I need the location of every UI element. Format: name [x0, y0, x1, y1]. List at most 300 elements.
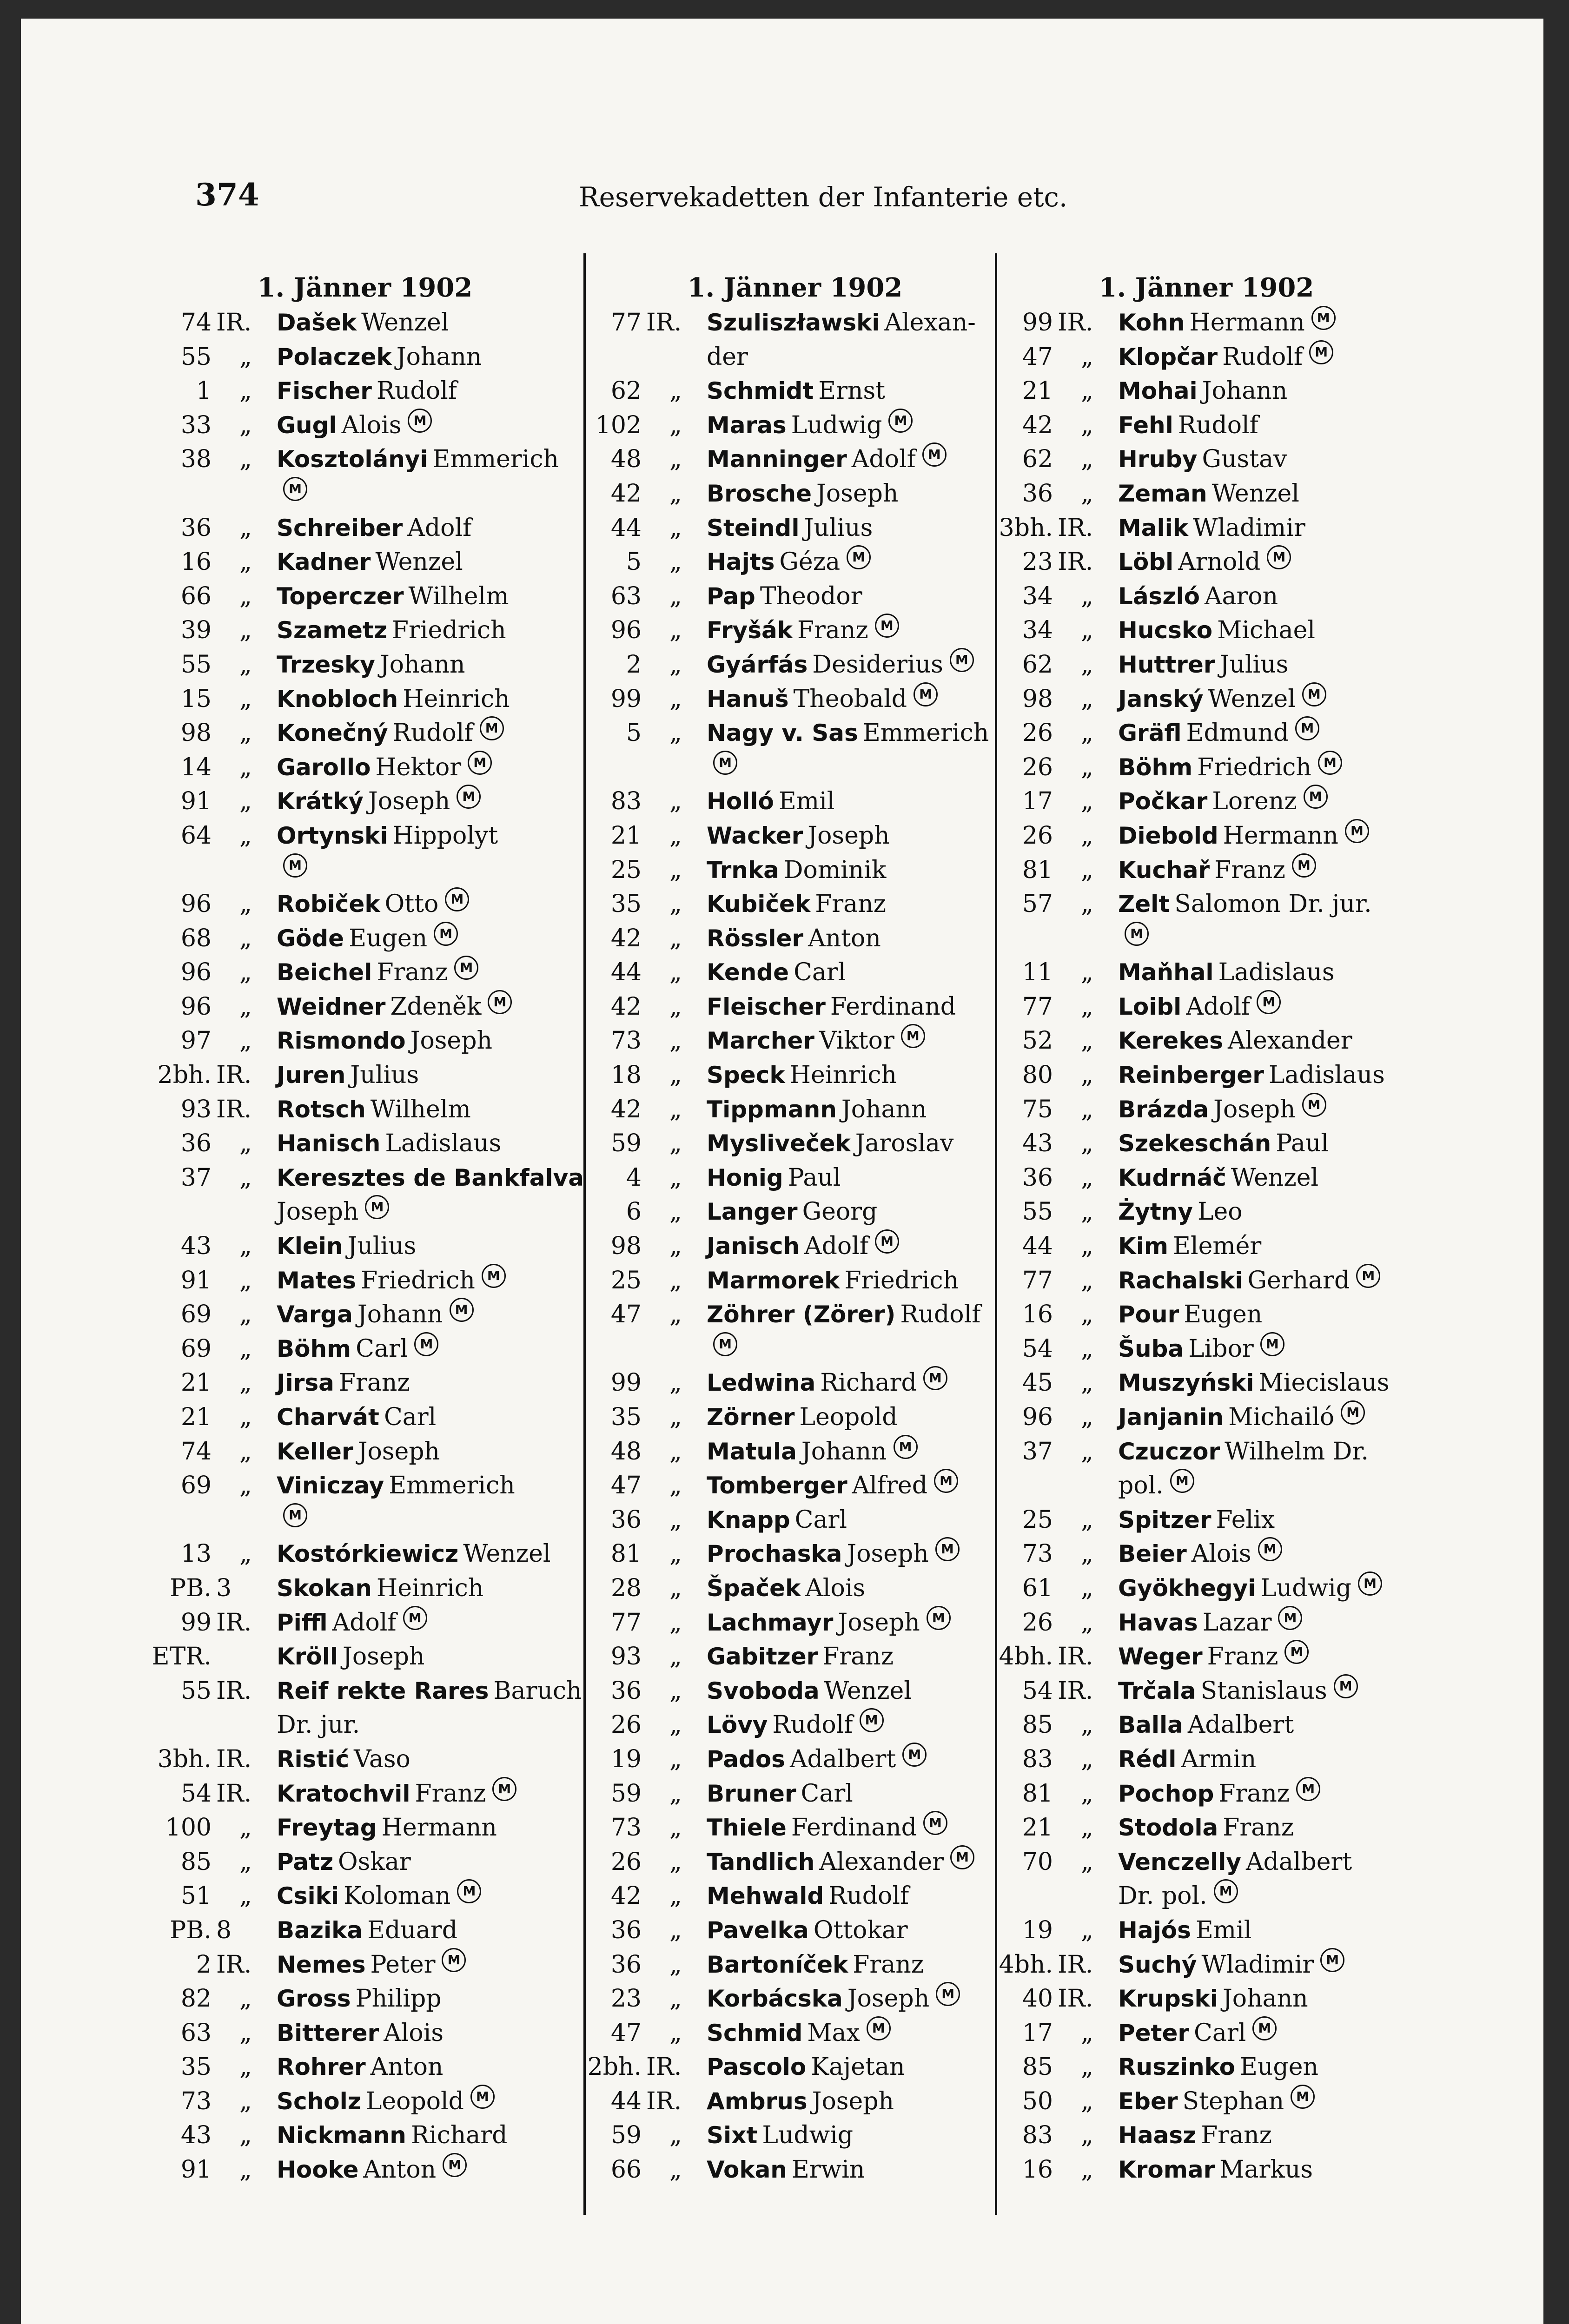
given-name: Emil [778, 787, 835, 816]
regiment-ref [160, 1811, 277, 1845]
surname: Mates [277, 1267, 357, 1294]
surname: Trčala [1118, 1677, 1196, 1704]
surname: Spitzer [1118, 1506, 1212, 1533]
medal-m-icon: M [936, 1982, 960, 2006]
ditto-mark: „ [669, 685, 682, 713]
entry-continuation [160, 853, 569, 888]
given-name: Franz [815, 890, 887, 918]
regiment-ref [160, 1298, 277, 1332]
given-name: Hippolyt [392, 821, 498, 850]
regiment-ref [590, 1879, 707, 1914]
regiment-number: 96 [180, 992, 212, 1021]
regiment-ref [157, 1058, 277, 1093]
register-entry [160, 1571, 569, 1606]
regiment-number: 35 [610, 890, 642, 918]
regiment-ref [1002, 2119, 1118, 2153]
surname: Kadner [277, 548, 371, 576]
given-name: Joseph [1213, 1095, 1296, 1123]
surname: Trnka [707, 856, 779, 884]
register-entry [160, 1914, 569, 1948]
ditto-mark: „ [239, 1334, 252, 1363]
ditto-mark: „ [239, 1266, 252, 1294]
regiment-ref [160, 2050, 277, 2085]
regiment-number: 55 [180, 650, 212, 679]
regiment-ref [590, 306, 707, 340]
ditto-mark: „ [669, 582, 682, 610]
given-name: Hektor [375, 753, 462, 781]
ditto-mark: „ [669, 377, 682, 405]
register-entry [1002, 819, 1411, 853]
ditto-mark: „ [239, 1369, 252, 1397]
register-entry [590, 374, 1000, 409]
given-name: Ottokar [813, 1916, 908, 1944]
surname: Hruby [1118, 446, 1198, 473]
surname: Zeman [1118, 480, 1207, 507]
regiment-number: 59 [610, 2121, 642, 2150]
register-entry [160, 1332, 569, 1367]
given-name: Edmund [1186, 719, 1289, 747]
regiment-ref [160, 1571, 277, 1606]
surname: Dašek [277, 309, 357, 336]
surname: Robiček [277, 891, 380, 918]
ditto-mark: „ [1081, 411, 1093, 439]
medal-m-icon: M [875, 1229, 899, 1254]
surname: Langer [707, 1198, 798, 1226]
register-entry [160, 956, 569, 990]
given-name: Adalbert [1246, 1848, 1352, 1876]
regiment-ref [160, 1469, 277, 1503]
ditto-mark: „ [1081, 479, 1093, 508]
ditto-mark: „ [239, 650, 252, 679]
ditto-mark: „ [1081, 787, 1093, 816]
given-name: Franz [822, 1643, 894, 1671]
surname: Szekeschán [1118, 1130, 1271, 1157]
register-entry [160, 1264, 569, 1298]
regiment-number: 25 [610, 1266, 642, 1294]
surname: Krátký [277, 788, 364, 815]
regiment-number: 85 [180, 1848, 212, 1876]
ditto-mark: „ [239, 958, 252, 987]
unit-type: 3 [216, 1574, 232, 1602]
surname: Fleischer [707, 993, 826, 1020]
regiment-ref [160, 887, 277, 922]
given-name: Michailó [1228, 1403, 1335, 1431]
ditto-mark: „ [239, 924, 252, 952]
surname: Polaczek [277, 343, 392, 370]
register-entry [590, 580, 1000, 614]
regiment-ref [160, 1229, 277, 1264]
regiment-number: 75 [1022, 1095, 1053, 1123]
ditto-mark: „ [669, 1061, 682, 1089]
ditto-mark: „ [1081, 582, 1093, 610]
surname: Zöhrer (Zörer) [707, 1301, 896, 1328]
register-entry [1002, 1537, 1411, 1571]
ditto-mark: „ [669, 1163, 682, 1192]
regiment-number: 63 [610, 582, 642, 610]
given-name: Hermann [381, 1814, 497, 1842]
given-name: Wilhelm Dr. [1225, 1437, 1369, 1466]
register-entry [590, 1298, 1000, 1332]
ditto-mark: „ [669, 1882, 682, 1910]
surname: Nagy v. Sas [707, 720, 858, 747]
regiment-number: 91 [180, 787, 212, 816]
register-entry [590, 1948, 1000, 1982]
surname: Kratochvil [277, 1780, 410, 1807]
regiment-ref [590, 1640, 707, 1674]
register-entry [160, 1948, 569, 1982]
regiment-ref [1002, 1161, 1118, 1195]
medal-m-icon: M [1267, 545, 1291, 569]
ditto-mark: „ [239, 2019, 252, 2047]
regiment-ref [1002, 2153, 1118, 2187]
regiment-ref [1002, 306, 1118, 340]
given-name: Aaron [1204, 582, 1278, 610]
regiment-number: 21 [180, 1369, 212, 1397]
ditto-mark: „ [1081, 2156, 1093, 2184]
regiment-number: 28 [610, 1574, 642, 1602]
given-name: Joseph [410, 1027, 492, 1055]
surname: Krupski [1118, 1985, 1218, 2013]
ditto-mark: „ [239, 1301, 252, 1329]
regiment-ref [160, 2016, 277, 2051]
surname: Pascolo [707, 2053, 807, 2081]
surname: Keller [277, 1438, 353, 1465]
register-entry [160, 1435, 569, 1469]
ditto-mark: „ [1081, 685, 1093, 713]
regiment-number: 93 [180, 1095, 212, 1123]
ditto-mark: „ [1081, 1540, 1093, 1568]
regiment-number: 96 [180, 958, 212, 987]
surname: Prochaska [707, 1540, 842, 1568]
regiment-number: 21 [180, 1403, 212, 1431]
given-name: Wilhelm [408, 582, 509, 610]
surname: Brázda [1118, 1096, 1209, 1123]
register-entry [590, 648, 1000, 682]
column-title: 1. Jänner 1902 [1099, 272, 1314, 303]
regiment-ref [587, 2050, 707, 2085]
regiment-number: 26 [1022, 753, 1053, 781]
regiment-number: 17 [1022, 2019, 1053, 2047]
regiment-ref [590, 1743, 707, 1777]
register-entry [160, 682, 569, 717]
register-entry [1002, 2085, 1411, 2119]
surname: Hucsko [1118, 617, 1213, 644]
given-name: Anton [808, 924, 881, 952]
register-entry [1002, 785, 1411, 819]
regiment-ref [590, 1811, 707, 1845]
register-entry [590, 956, 1000, 990]
ditto-mark: „ [669, 958, 682, 987]
regiment-ref [1002, 682, 1118, 717]
given-name: Theobald [793, 685, 907, 713]
ditto-mark: „ [239, 753, 252, 781]
given-name: Kajetan [811, 2053, 905, 2081]
ditto-mark: „ [669, 1129, 682, 1158]
regiment-number: 35 [610, 1403, 642, 1431]
regiment-ref [590, 1982, 707, 2016]
given-name: Paul [1276, 1129, 1329, 1158]
register-entry [160, 1366, 569, 1400]
ditto-mark: „ [669, 1711, 682, 1739]
ditto-mark: „ [239, 1232, 252, 1261]
medal-m-icon: M [867, 2016, 891, 2040]
ditto-mark: „ [669, 1027, 682, 1055]
surname: Csiki [277, 1882, 339, 1910]
ditto-mark: „ [1081, 2087, 1093, 2115]
regiment-number: 43 [1022, 1129, 1053, 1158]
regiment-ref [590, 1229, 707, 1264]
medal-m-icon: M [457, 785, 481, 809]
regiment-ref [160, 1161, 277, 1195]
ditto-mark: „ [1081, 821, 1093, 850]
regiment-number: 45 [1022, 1369, 1053, 1397]
given-name: Alois [384, 2019, 444, 2047]
medal-m-icon: M [457, 1879, 481, 1903]
surname: Tomberger [707, 1472, 847, 1499]
register-entry [160, 306, 569, 340]
regiment-ref [590, 1469, 707, 1503]
ditto-mark: „ [1081, 1848, 1093, 1876]
given-name: Ladislaus [1218, 958, 1335, 987]
surname: Kosztolányi [277, 446, 428, 473]
ditto-mark: „ [1081, 343, 1093, 371]
ditto-mark: „ [669, 1266, 682, 1294]
regiment-ref [1002, 956, 1118, 990]
unit-type: IR. [646, 2053, 682, 2081]
regiment-number: 74 [180, 309, 212, 337]
ditto-mark: „ [669, 1745, 682, 1773]
given-name: Adolf [407, 514, 472, 542]
ditto-mark: „ [239, 1403, 252, 1431]
regiment-ref [160, 306, 277, 340]
entry-continuation [1002, 1469, 1411, 1503]
ditto-mark: „ [669, 1403, 682, 1431]
regiment-number: 77 [610, 309, 642, 337]
regiment-number: 98 [1022, 685, 1053, 713]
ditto-mark: „ [669, 1985, 682, 2013]
ditto-mark: „ [1081, 1369, 1093, 1397]
given-name: Anton [363, 2156, 437, 2184]
regiment-number: 77 [610, 1608, 642, 1637]
unit-type: IR. [216, 1779, 252, 1808]
surname: Lövy [707, 1711, 768, 1739]
medal-m-icon: M [888, 409, 913, 433]
ditto-mark: „ [669, 856, 682, 884]
given-name: Géza [779, 548, 841, 576]
surname: Gross [277, 1985, 351, 2013]
surname: Garollo [277, 753, 371, 781]
given-name: Wenzel [361, 309, 449, 337]
register-entry [160, 1400, 569, 1435]
regiment-number: 36 [610, 1950, 642, 1979]
surname: Böhm [1118, 753, 1193, 781]
register-entry [590, 1195, 1000, 1229]
unit-type: IR. [216, 1095, 252, 1123]
given-name: Adalbert [789, 1745, 896, 1773]
surname: Kromar [1118, 2156, 1215, 2184]
given-name: Franz [1214, 856, 1285, 884]
surname: Thiele [707, 1814, 787, 1842]
register-entry [590, 1571, 1000, 1606]
regiment-ref [160, 374, 277, 409]
given-name: Baruch [493, 1677, 582, 1705]
regiment-ref [157, 1743, 277, 1777]
given-name: Lorenz [1212, 787, 1297, 816]
running-title: Reservekadetten der Infanterie etc. [579, 181, 1068, 213]
unit-type: IR. [216, 1061, 252, 1089]
regiment-ref [590, 1366, 707, 1400]
given-name: Johann [1202, 377, 1288, 405]
regiment-ref [1002, 1332, 1118, 1367]
given-name: Alexan- [884, 309, 976, 337]
ditto-mark: „ [239, 685, 252, 713]
given-name: Philipp [355, 1985, 442, 2013]
regiment-number: 64 [180, 821, 212, 850]
given-name: Eugen [1239, 2053, 1318, 2081]
regiment-ref [590, 682, 707, 717]
regiment-number: 81 [1022, 1779, 1053, 1808]
surname: Nickmann [277, 2122, 406, 2149]
surname: Hooke [277, 2156, 359, 2184]
surname: Hanuš [707, 685, 789, 713]
regiment-ref [160, 1537, 277, 1571]
regiment-ref [160, 580, 277, 614]
given-name: Julius [350, 1061, 419, 1089]
regiment-ref [590, 1058, 707, 1093]
ditto-mark: „ [1081, 1505, 1093, 1534]
regiment-number: 69 [180, 1472, 212, 1500]
given-name: Alois [1191, 1540, 1251, 1568]
register-entry [590, 1811, 1000, 1845]
register-entry [590, 511, 1000, 546]
given-name: Johann [1222, 1985, 1308, 2013]
regiment-ref [1002, 1298, 1118, 1332]
regiment-number: 4bh. [999, 1643, 1053, 1671]
regiment-ref [1002, 442, 1118, 477]
regiment-ref [590, 2016, 707, 2051]
given-name: Paul [788, 1163, 841, 1192]
regiment-number: 2bh. [587, 2053, 642, 2081]
given-name: Wenzel [463, 1540, 551, 1568]
surname: Kubiček [707, 891, 811, 918]
given-name: Wladimir [1193, 514, 1305, 542]
given-name: Vaso [354, 1745, 410, 1773]
regiment-number: 36 [180, 514, 212, 542]
ditto-mark: „ [239, 1437, 252, 1466]
given-name: Rudolf [376, 377, 457, 405]
surname: Hajts [707, 548, 775, 576]
given-name: Eugen [1184, 1301, 1263, 1329]
regiment-number: 73 [610, 1027, 642, 1055]
regiment-number: 47 [1022, 343, 1053, 371]
regiment-number: 85 [1022, 2053, 1053, 2081]
regiment-number: 18 [610, 1061, 642, 1089]
regiment-ref [1002, 1708, 1118, 1743]
given-name: Wenzel [1212, 479, 1299, 508]
surname: Nemes [277, 1951, 366, 1978]
unit-type: IR. [1058, 1985, 1093, 2013]
regiment-ref [1002, 1606, 1118, 1640]
given-name: Julius [347, 1232, 417, 1261]
surname: Fischer [277, 377, 372, 405]
register-entry [1002, 580, 1411, 614]
surname: Weger [1118, 1643, 1203, 1670]
register-entry [590, 1435, 1000, 1469]
medal-m-icon: M [443, 2153, 467, 2177]
surname: Janjanin [1118, 1404, 1224, 1431]
regiment-number: 83 [1022, 2121, 1053, 2150]
regiment-number: 1 [196, 377, 212, 405]
surname: Kende [707, 959, 789, 986]
regiment-number: 66 [180, 582, 212, 610]
regiment-number: 80 [1022, 1061, 1053, 1089]
regiment-ref [590, 785, 707, 819]
regiment-number: 42 [1022, 411, 1053, 439]
given-name: Dr. jur. [277, 1711, 360, 1739]
ditto-mark: „ [669, 650, 682, 679]
regiment-number: 42 [610, 924, 642, 952]
regiment-ref [1002, 1571, 1118, 1606]
regiment-number: 21 [610, 821, 642, 850]
regiment-number: 96 [610, 616, 642, 645]
register-entry [160, 2153, 569, 2187]
medal-m-icon: M [1356, 1264, 1380, 1288]
regiment-ref [160, 716, 277, 751]
unit-type: IR. [1058, 548, 1093, 576]
regiment-number: 63 [180, 2019, 212, 2047]
document-page [21, 19, 1543, 2324]
unit-type: 8 [216, 1916, 232, 1944]
register-entry [590, 306, 1000, 340]
given-name: Rudolf [1178, 411, 1258, 439]
register-entry [590, 1127, 1000, 1161]
surname: Vokan [707, 2156, 787, 2184]
medal-m-icon: M [1284, 1640, 1309, 1664]
regiment-ref [590, 819, 707, 853]
given-name: Wenzel [1208, 685, 1296, 713]
given-name: Heinrich [376, 1574, 484, 1602]
unit-type: IR. [1058, 1643, 1093, 1671]
ditto-mark: „ [669, 479, 682, 508]
surname: Hajós [1118, 1916, 1191, 1944]
register-entry [160, 1024, 569, 1058]
regiment-number: 100 [165, 1814, 212, 1842]
surname: Pap [707, 582, 755, 610]
given-name: Ludwig [762, 2121, 854, 2150]
ditto-mark: „ [239, 343, 252, 371]
register-entry [160, 751, 569, 785]
surname: Löbl [1118, 548, 1174, 576]
regiment-number: PB. [170, 1916, 212, 1944]
regiment-ref [1002, 1503, 1118, 1538]
regiment-ref [590, 1571, 707, 1606]
unit-type: IR. [216, 1745, 252, 1773]
regiment-number: 26 [1022, 719, 1053, 747]
given-name: Heinrich [403, 685, 510, 713]
surname: Korbácska [707, 1985, 843, 2013]
regiment-number: 36 [610, 1505, 642, 1534]
regiment-number: 99 [180, 1608, 212, 1637]
given-name: Joseph [816, 479, 899, 508]
medal-m-icon: M [470, 2085, 495, 2109]
entry-continuation [160, 1708, 569, 1743]
surname: Rachalski [1118, 1267, 1243, 1294]
register-entry [590, 1640, 1000, 1674]
register-entry [160, 1127, 569, 1161]
register-entry [160, 1811, 569, 1845]
surname: Rohrer [277, 2053, 366, 2081]
surname: Venczelly [1118, 1848, 1241, 1875]
